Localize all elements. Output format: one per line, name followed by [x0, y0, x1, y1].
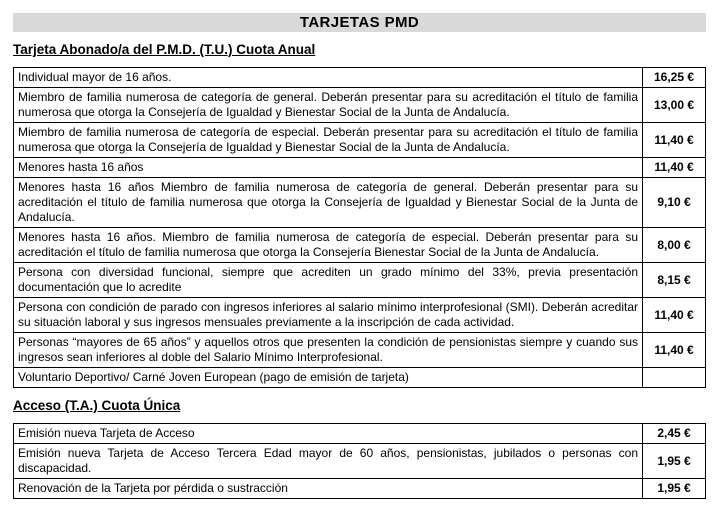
row-price: 11,40 € — [643, 298, 706, 333]
table-row — [14, 228, 706, 263]
table-row — [14, 263, 706, 298]
row-description: Persona con condición de parado con ingresos inferiores al salario mínimo interprofesional (SMI). Deberán acreditar su situación laboral y sus ingresos mensuales previamente a la inscripción de cada actividad. — [14, 298, 643, 333]
row-price: 16,25 € — [643, 68, 706, 88]
row-price: 2,45 € — [643, 424, 706, 444]
table-row — [14, 298, 706, 333]
row-price: 11,40 € — [643, 123, 706, 158]
row-price: 11,40 € — [643, 158, 706, 178]
row-description: Personas “mayores de 65 años” y aquellos otros que presenten la condición de pensionistas siempre y cuando sus ingresos sean inferiores al doble del Salario Mínimo Interprofesional. — [14, 333, 643, 368]
row-description: Voluntario Deportivo/ Carné Joven European (pago de emisión de tarjeta) — [14, 368, 643, 388]
row-description: Renovación de la Tarjeta por pérdida o sustracción — [14, 479, 643, 499]
row-price: 1,95 € — [643, 479, 706, 499]
row-description: Menores hasta 16 años — [14, 158, 643, 178]
table-row — [14, 479, 706, 499]
row-description: Emisión nueva Tarjeta de Acceso Tercera Edad mayor de 60 años, pensionistas, jubilados o personas con discapacidad. — [14, 444, 643, 479]
row-description: Individual mayor de 16 años. — [14, 68, 643, 88]
row-price — [643, 368, 706, 388]
row-price: 11,40 € — [643, 333, 706, 368]
row-price: 9,10 € — [643, 178, 706, 228]
table-row — [14, 333, 706, 368]
row-description: Persona con diversidad funcional, siempre que acrediten un grado mínimo del 33%, previa presentación documentación que lo acredite — [14, 263, 643, 298]
row-description: Emisión nueva Tarjeta de Acceso — [14, 424, 643, 444]
table-row — [14, 68, 706, 88]
table-row — [14, 424, 706, 444]
row-description: Miembro de familia numerosa de categoría de general. Deberán presentar para su acreditación el título de familia numerosa que otorga la Consejería de Igualdad y Bienestar Social de la Junta de Andalucía. — [14, 88, 643, 123]
title-band — [13, 13, 706, 32]
row-description: Miembro de familia numerosa de categoría de especial. Deberán presentar para su acreditación el título de familia numerosa que otorga la Consejería de Igualdad y Bienestar Social de la Junta de Andalucía. — [14, 123, 643, 158]
fee-table-abonado — [13, 67, 706, 388]
table-row — [14, 158, 706, 178]
table-row — [14, 88, 706, 123]
table-row — [14, 368, 706, 388]
section-heading-acceso: Acceso (T.A.) Cuota Única — [13, 398, 181, 413]
fee-table-acceso — [13, 423, 706, 499]
page-title: TARJETAS PMD — [299, 14, 420, 31]
table-row — [14, 123, 706, 158]
row-price: 8,15 € — [643, 263, 706, 298]
table-row — [14, 178, 706, 228]
row-description: Menores hasta 16 años. Miembro de familia numerosa de categoría de especial. Deberán presentar para su acreditación el título de familia numerosa que otorga la Consejería Bienestar Social de la Junta de Andalucía. — [14, 228, 643, 263]
section-heading-abonado: Tarjeta Abonado/a del P.M.D. (T.U.) Cuota Anual — [13, 42, 316, 57]
row-price: 13,00 € — [643, 88, 706, 123]
table-row — [14, 444, 706, 479]
row-description: Menores hasta 16 años Miembro de familia numerosa de categoría de general. Deberán presentar para su acreditación el título de familia numerosa que otorga la Consejería de Igualdad y Bienestar Social de la Junta de Andalucía. — [14, 178, 643, 228]
row-price: 1,95 € — [643, 444, 706, 479]
row-price: 8,00 € — [643, 228, 706, 263]
